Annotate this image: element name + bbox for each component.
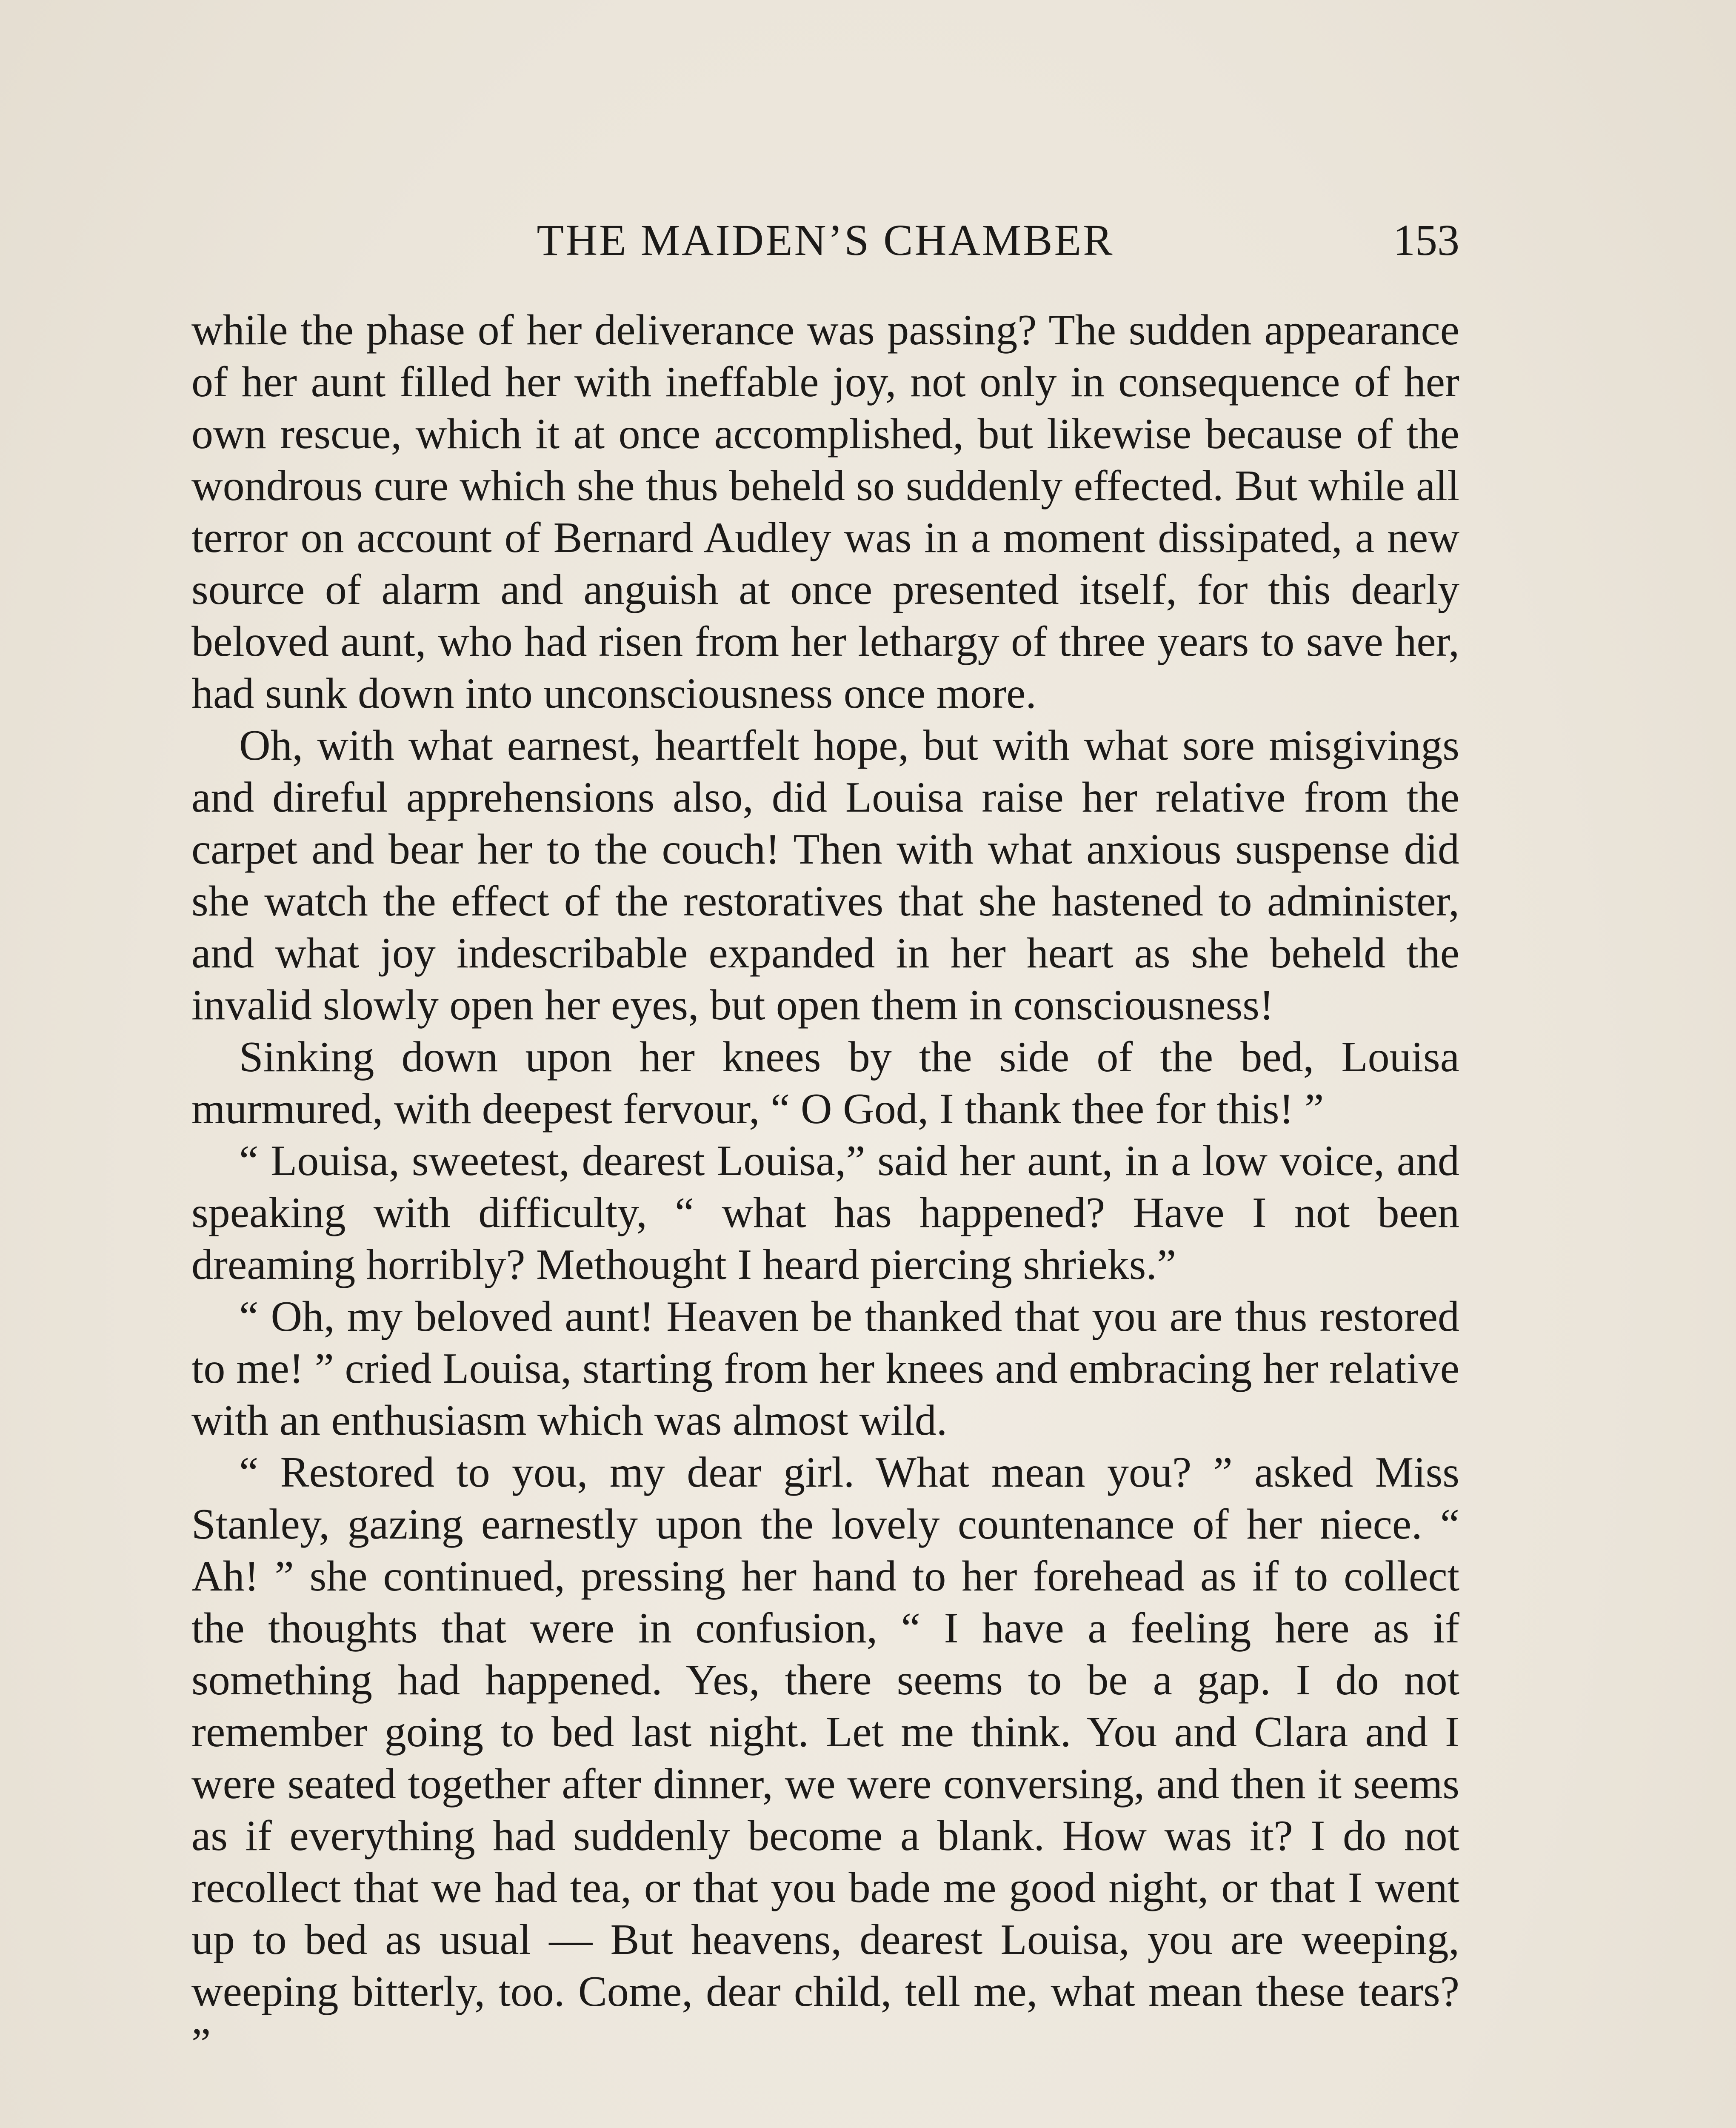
paragraph: “ Oh, my beloved aunt! Heaven be thanked that you are thus restored to me! ” cried Louisa, starting from her knees and embracing her relative with an enthusiasm which was almost wild. (191, 1293, 1459, 1444)
body-text (191, 304, 1459, 2070)
chapter-title: THE MAIDEN’S CHAMBER (537, 216, 1114, 265)
page-number: 153 (1393, 216, 1459, 265)
paragraph: Sinking down upon her knees by the side of the bed, Louisa murmured, with deepest fervour, “ O God, I thank thee for this! ” (191, 1033, 1459, 1133)
running-head (191, 209, 1459, 272)
paragraph: Oh, with what earnest, heartfelt hope, but with what sore misgivings and direful apprehensions also, did Louisa raise her relative from the carpet and bear her to the couch! Then with what anxious suspense did she watch the effect of the restoratives that she hastened to administer, and what joy indescribable expanded in her heart as she beheld the invalid slowly open her eyes, but open them in consciousness! (191, 721, 1459, 1029)
paragraph: “ Restored to you, my dear girl. What mean you? ” asked Miss Stanley, gazing earnestly upon the lovely countenance of her niece. “ Ah! ” she continued, pressing her hand to her forehead as if to collect the thoughts that were in confusion, “ I have a feeling here as if something had happened. Yes, there seems to be a gap. I do not remember going to bed last night. Let me think. You and Clara and I were seated together after dinner, we were conversing, and then it seems as if everything had suddenly become a blank. How was it? I do not recollect that we had tea, or that you bade me good night, or that I went up to bed as usual — But heavens, dearest Louisa, you are weeping, weeping bitterly, too. Come, dear child, tell me, what mean these tears? ” (191, 1448, 1459, 2068)
paragraph: “ Louisa, sweetest, dearest Louisa,” said her aunt, in a low voice, and speaking with difficulty, “ what has happened? Have I not been dreaming horribly? Methought I heard piercing shrieks.” (191, 1137, 1459, 1289)
paragraph: while the phase of her deliverance was passing? The sudden appearance of her aunt filled her with ineffable joy, not only in consequence of her own rescue, which it at once accomplished, but likewise because of the wondrous cure which she thus beheld so suddenly effected. But while all terror on account of Bernard Audley was in a moment dissipated, a new source of alarm and anguish at once presented itself, for this dearly beloved aunt, who had risen from her lethargy of three years to save her, had sunk down into unconsciousness once more. (191, 306, 1459, 718)
